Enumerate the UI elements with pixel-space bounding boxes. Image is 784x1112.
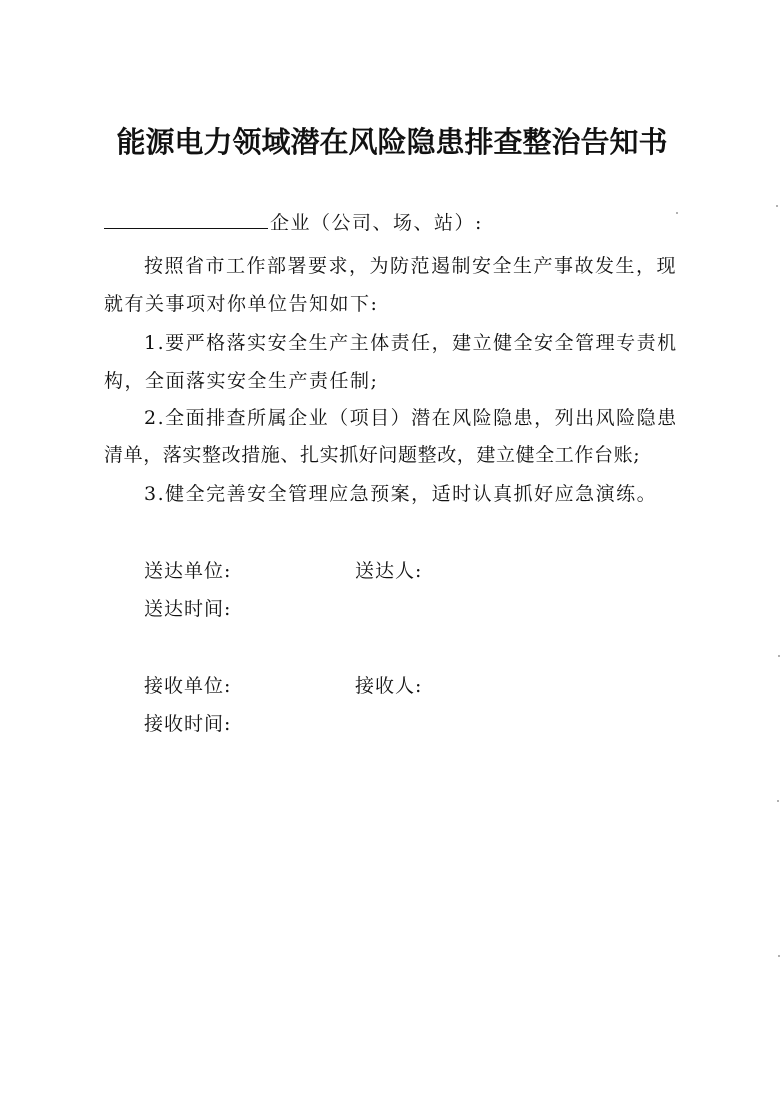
delivery-unit-label: 送达单位: — [144, 560, 232, 582]
intro-line-2: 就有关事项对你单位告知如下: — [104, 293, 379, 315]
scan-speck — [778, 955, 780, 957]
item2-line-1: 2.全面排查所属企业（项目）潜在风险隐患，列出风险隐患 — [144, 407, 678, 429]
scan-speck — [776, 205, 778, 207]
addressee-suffix: 企业（公司、场、站）: — [270, 212, 483, 234]
item1-line-2: 构，全面落实安全生产责任制; — [104, 370, 379, 392]
delivery-person-label: 送达人: — [355, 560, 423, 582]
receipt-unit-label: 接收单位: — [144, 675, 232, 697]
delivery-time-label: 送达时间: — [144, 598, 232, 620]
document-title: 能源电力领域潜在风险隐患排查整治告知书 — [116, 125, 668, 159]
addressee-line — [104, 208, 483, 235]
receipt-person-label: 接收人: — [355, 675, 423, 697]
scan-speck — [778, 655, 780, 657]
scan-speck — [676, 212, 678, 214]
receipt-time-label: 接收时间: — [144, 713, 232, 735]
item2-line-2: 清单，落实整改措施、扎实抓好问题整改，建立健全工作台账; — [104, 444, 641, 466]
item3-line-1: 3.健全完善安全管理应急预案，适时认真抓好应急演练。 — [144, 483, 658, 505]
intro-line-1: 按照省市工作部署要求，为防范遏制安全生产事故发生，现 — [144, 255, 678, 277]
item1-line-1: 1.要严格落实安全生产主体责任，建立健全安全管理专责机 — [144, 332, 678, 354]
addressee-blank[interactable] — [104, 208, 268, 229]
scan-speck — [777, 800, 779, 802]
